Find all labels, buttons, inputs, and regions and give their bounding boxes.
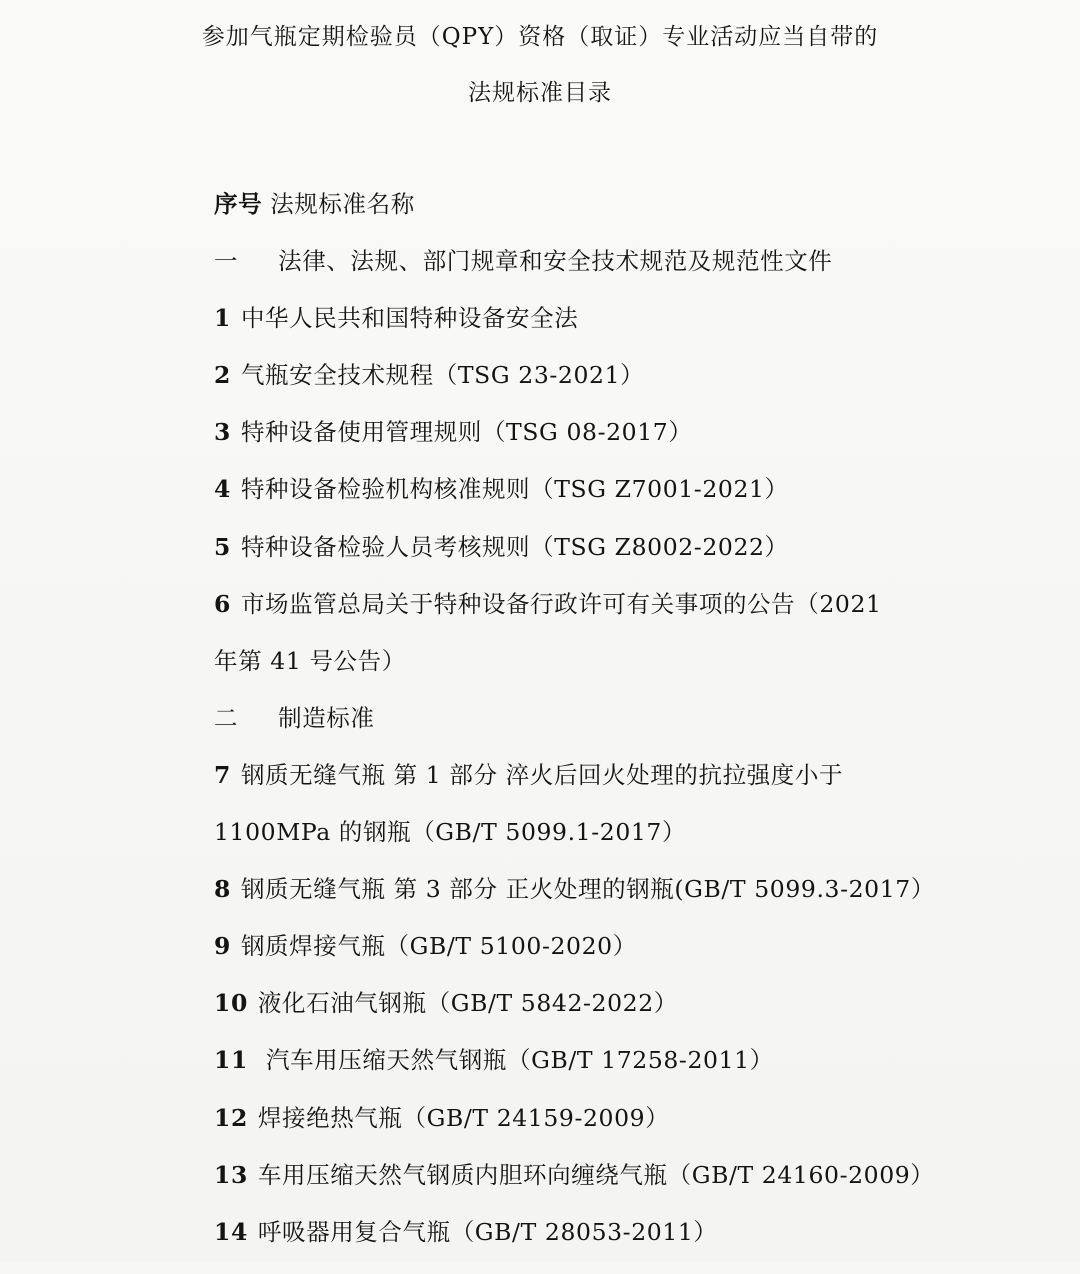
item-text: 呼吸器用复合气瓶（GB/T 28053-2011）: [257, 1217, 718, 1246]
section-title: 制造标准: [278, 703, 375, 732]
section-number: 一: [214, 247, 239, 276]
item-number: 1: [214, 304, 231, 333]
item-text: 液化石油气钢瓶（GB/T 5842-2022）: [257, 989, 678, 1018]
list-item: [214, 760, 934, 817]
item-text: 中华人民共和国特种设备安全法: [240, 304, 579, 333]
item-text: 钢质无缝气瓶 第 3 部分 正火处理的钢瓶(GB/T 5099.3-2017）: [240, 875, 935, 904]
list-item-continuation: [214, 646, 934, 703]
list-item: [214, 931, 934, 988]
list-item: [214, 303, 934, 360]
item-number: 7: [214, 760, 231, 789]
item-text: 钢质焊接气瓶（GB/T 5100-2020）: [240, 932, 637, 961]
list-header: [214, 189, 934, 246]
item-number: 5: [214, 532, 231, 561]
item-text: 特种设备检验机构核准规则（TSG Z7001-2021）: [240, 475, 789, 504]
list-item: [214, 360, 934, 417]
item-number: 9: [214, 932, 231, 961]
section-title: 法律、法规、部门规章和安全技术规范及规范性文件: [278, 247, 833, 276]
list-header-number-label: 序号: [214, 190, 263, 218]
item-number: 14: [214, 1217, 248, 1246]
item-text: 市场监管总局关于特种设备行政许可有关事项的公告（2021: [240, 589, 882, 618]
list-item: [214, 589, 934, 646]
item-text-continuation: 1100MPa 的钢瓶（GB/T 5099.1-2017）: [214, 818, 687, 847]
item-number: 3: [214, 418, 231, 447]
list-item: [214, 474, 934, 531]
list-item: [214, 988, 934, 1045]
section-heading: [214, 703, 934, 760]
item-number: 8: [214, 875, 231, 904]
item-text: 钢质无缝气瓶 第 1 部分 淬火后回火处理的抗拉强度小于: [240, 760, 844, 789]
item-number: 10: [214, 989, 248, 1018]
section-number: 二: [214, 703, 239, 732]
item-number: 2: [214, 361, 231, 390]
document-title-line-2: 法规标准目录: [468, 80, 612, 106]
item-text: 气瓶安全技术规程（TSG 23-2021）: [240, 361, 645, 390]
list-item: [214, 1045, 934, 1102]
section-heading: [214, 246, 934, 303]
item-text: 特种设备使用管理规则（TSG 08-2017）: [240, 418, 693, 447]
item-number: 13: [214, 1160, 248, 1189]
document-title-line-1: 参加气瓶定期检验员（QPY）资格（取证）专业活动应当自带的: [201, 24, 879, 50]
item-number: 11: [214, 1046, 248, 1075]
item-text: 焊接绝热气瓶（GB/T 24159-2009）: [257, 1103, 670, 1132]
list-item: [214, 532, 934, 589]
regulation-list: [214, 189, 934, 1274]
list-item: [214, 1103, 934, 1160]
item-text-continuation: 年第 41 号公告）: [214, 646, 406, 675]
item-text: 车用压缩天然气钢质内胆环向缠绕气瓶（GB/T 24160-2009）: [257, 1160, 935, 1189]
list-header-name-label: 法规标准名称: [270, 190, 415, 218]
list-item: [214, 874, 934, 931]
list-item: [214, 1217, 934, 1274]
item-number: 6: [214, 589, 231, 618]
list-item: [214, 417, 934, 474]
item-number: 4: [214, 475, 231, 504]
item-text: 特种设备检验人员考核规则（TSG Z8002-2022）: [240, 532, 789, 561]
item-text: 汽车用压缩天然气钢瓶（GB/T 17258-2011）: [257, 1046, 774, 1075]
list-item: [214, 1160, 934, 1217]
list-item-continuation: [214, 817, 934, 874]
item-number: 12: [214, 1103, 248, 1132]
